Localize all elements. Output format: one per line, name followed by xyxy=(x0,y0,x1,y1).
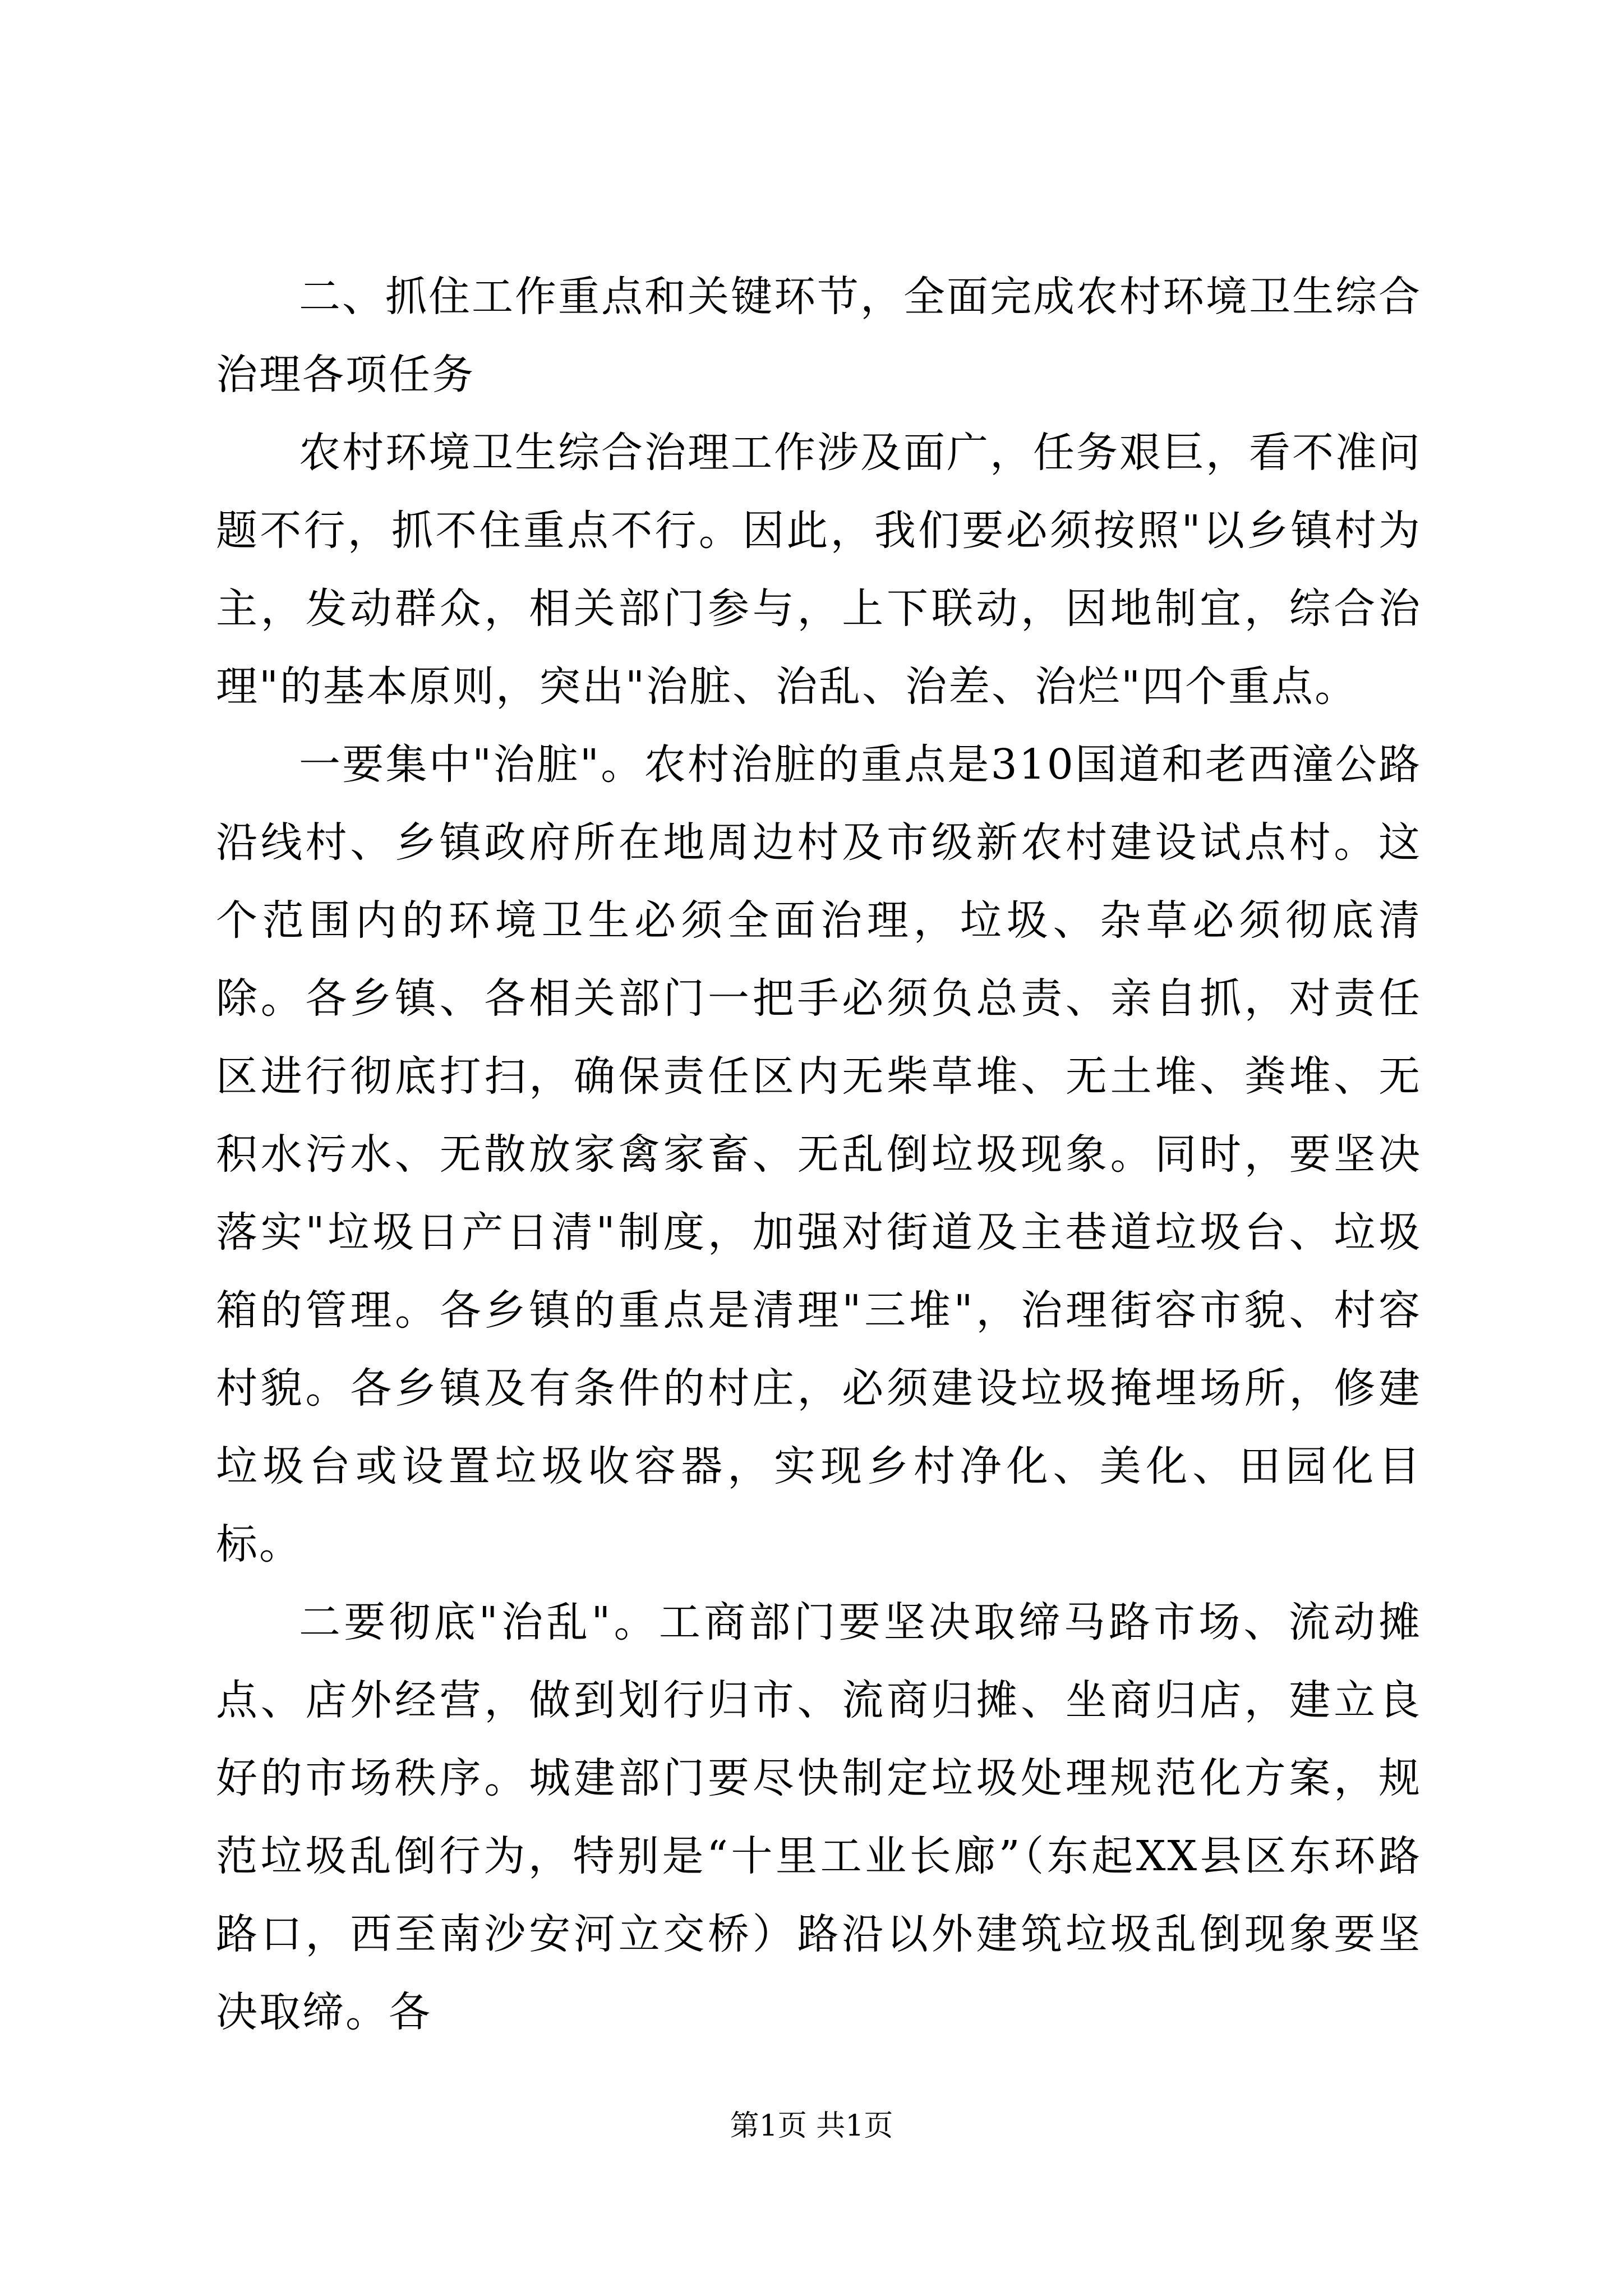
section-heading: 二、抓住工作重点和关键环节，全面完成农村环境卫生综合治理各项任务 xyxy=(216,273,1422,399)
body-paragraph: 二要彻底"治乱"。工商部门要坚决取缔马路市场、流动摊点、店外经营，做到划行归市、流商归摊、坐商归店，建立良好的市场秩序。城建部门要尽快制定垃圾处理规范化方案，规范垃圾乱倒行为，特别是“十里工业长廊”（东起XX县区东环路路口，西至南沙安河立交桥）路沿以外建筑垃圾乱倒现象要坚决取缔。各 xyxy=(216,1598,1422,2036)
page-footer: 第1页 共1页 xyxy=(730,2109,893,2143)
document-body xyxy=(216,258,1422,2051)
body-paragraph: 一要集中"治脏"。农村治脏的重点是310国道和老西潼公路沿线村、乡镇政府所在地周边村及市级新农村建设试点村。这个范围内的环境卫生必须全面治理，垃圾、杂草必须彻底清除。各乡镇、各相关部门一把手必须负总责、亲自抓，对责任区进行彻底打扫，确保责任区内无柴草堆、无土堆、粪堆、无积水污水、无散放家禽家畜、无乱倒垃圾现象。同时，要坚决落实"垃圾日产日清"制度，加强对街道及主巷道垃圾台、垃圾箱的管理。各乡镇的重点是清理"三堆"，治理街容市貌、村容村貌。各乡镇及有条件的村庄，必须建设垃圾掩埋场所，修建垃圾台或设置垃圾收容器，实现乡村净化、美化、田园化目标。 xyxy=(216,740,1422,1568)
body-paragraph: 农村环境卫生综合治理工作涉及面广，任务艰巨，看不准问题不行，抓不住重点不行。因此，我们要必须按照"以乡镇村为主，发动群众，相关部门参与，上下联动，因地制宜，综合治理"的基本原则，突出"治脏、治乱、治差、治烂"四个重点。 xyxy=(216,429,1422,711)
